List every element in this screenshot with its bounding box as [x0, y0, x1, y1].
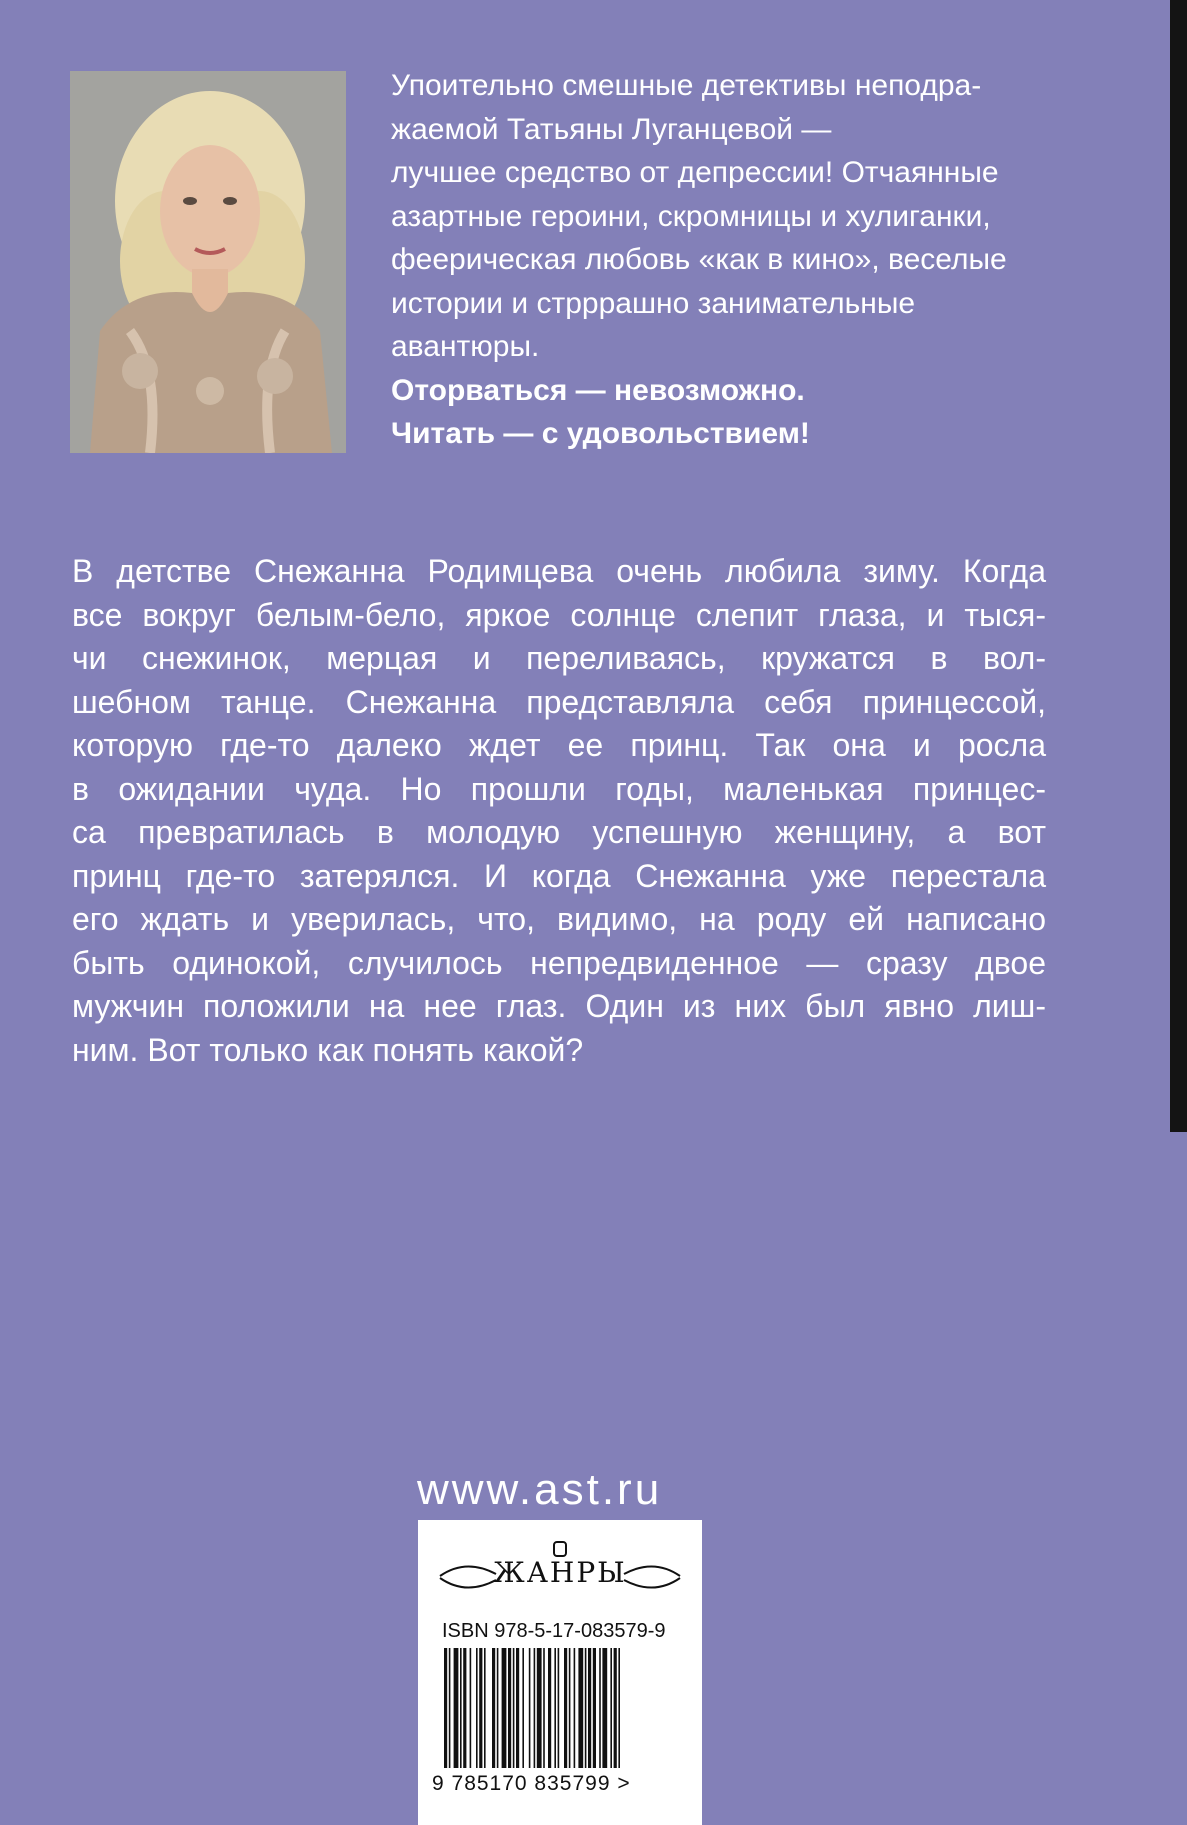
barcode-bar: [618, 1648, 620, 1768]
barcode-bar: [508, 1648, 511, 1768]
ean-barcode: [444, 1648, 676, 1768]
blurb-line: лучшее средство от депрессии! Отчаянные: [391, 156, 999, 189]
barcode-bar: [454, 1648, 459, 1768]
synopsis-line: ним. Вот только как понять какой?: [72, 1031, 584, 1068]
barcode-bar: [522, 1648, 524, 1768]
synopsis-line: мужчин положили на нее глаз. Один из них был явно лиш-: [72, 988, 1046, 1024]
blurb-line: жаемой Татьяны Луганцевой —: [391, 112, 832, 146]
barcode-bar: [513, 1648, 515, 1768]
blurb-line: авантюры.: [391, 330, 540, 363]
barcode-bar: [548, 1648, 551, 1768]
barcode-bar: [599, 1648, 601, 1768]
publisher-url: www.ast.ru: [417, 1465, 663, 1514]
barcode-bar: [529, 1648, 531, 1768]
barcode-bar: [578, 1648, 583, 1768]
barcode-bar: [602, 1648, 607, 1768]
barcode-bar: [574, 1648, 576, 1768]
blurb-line: азартные героини, скромницы и хулиганки,: [391, 199, 991, 233]
publisher-logo: [436, 1538, 684, 1610]
blurb-tagline: Читать — с удовольствием!: [391, 417, 810, 450]
barcode-bar: [614, 1648, 617, 1768]
barcode-bar: [558, 1648, 560, 1768]
barcode-bar: [534, 1648, 536, 1768]
synopsis-line: его ждать и уверилась, что, видимо, на роду ей написано: [72, 901, 1046, 937]
barcode-bar: [516, 1648, 519, 1768]
barcode-bar: [492, 1648, 495, 1768]
publisher-logo-text: ЖАНРЫ: [493, 1556, 627, 1589]
synopsis-line: принц где-то затерялся. И когда Снежанна уже перестала: [72, 857, 1046, 894]
synopsis-line: В детстве Снежанна Родимцева очень любила зиму. Когда: [72, 553, 1046, 589]
barcode-bar: [484, 1648, 486, 1768]
barcode-bar: [479, 1648, 482, 1768]
blurb-tagline: Оторваться — невозможно.: [391, 373, 805, 407]
isbn-number: ISBN 978-5-17-083579-9: [442, 1620, 666, 1642]
barcode-bar: [537, 1648, 542, 1768]
barcode-bar: [502, 1648, 507, 1768]
synopsis-line: быть одинокой, случилось непредвиденное — сразу двое: [72, 944, 1046, 981]
barcode-bar: [449, 1648, 451, 1768]
barcode-panel: [418, 1520, 702, 1825]
synopsis-line: в ожидании чуда. Но прошли годы, маленькая принцес-: [72, 770, 1046, 807]
barcode-bar: [554, 1648, 556, 1768]
blurb-line: истории и стрррашно занимательные: [391, 286, 916, 320]
barcode-bar: [476, 1648, 478, 1768]
author-blurb: [391, 64, 1051, 456]
synopsis-line: все вокруг белым-бело, яркое солнце слепит глаза, и тыся-: [72, 596, 1046, 633]
barcode-bar: [564, 1648, 567, 1768]
cover-edge-bar: [1170, 0, 1187, 1132]
barcode-bar: [593, 1648, 596, 1768]
barcode-bar: [610, 1648, 612, 1768]
barcode-bar: [543, 1648, 545, 1768]
synopsis-line: шебном танце. Снежанна представляла себя принцессой,: [72, 683, 1046, 720]
barcode-bar: [497, 1648, 499, 1768]
barcode-bar: [444, 1648, 447, 1768]
ean-digits: 9 785170 835799 >: [432, 1772, 631, 1795]
barcode-bar: [470, 1648, 472, 1768]
synopsis-line: са превратилась в молодую успешную женщину, а вот: [72, 814, 1046, 850]
barcode-bar: [588, 1648, 591, 1768]
barcode-bar: [463, 1648, 466, 1768]
synopsis-line: которую где-то далеко ждет ее принц. Так она и росла: [72, 727, 1046, 763]
barcode-bar: [460, 1648, 462, 1768]
book-synopsis: [72, 550, 1046, 1072]
synopsis-line: чи снежинок, мерцая и переливаясь, кружатся в вол-: [72, 640, 1046, 676]
barcode-bar: [569, 1648, 571, 1768]
author-photo: [70, 71, 346, 453]
blurb-line: Упоительно смешные детективы неподра-: [391, 69, 982, 102]
blurb-line: феерическая любовь «как в кино», веселые: [391, 243, 1007, 276]
barcode-bar: [585, 1648, 587, 1768]
